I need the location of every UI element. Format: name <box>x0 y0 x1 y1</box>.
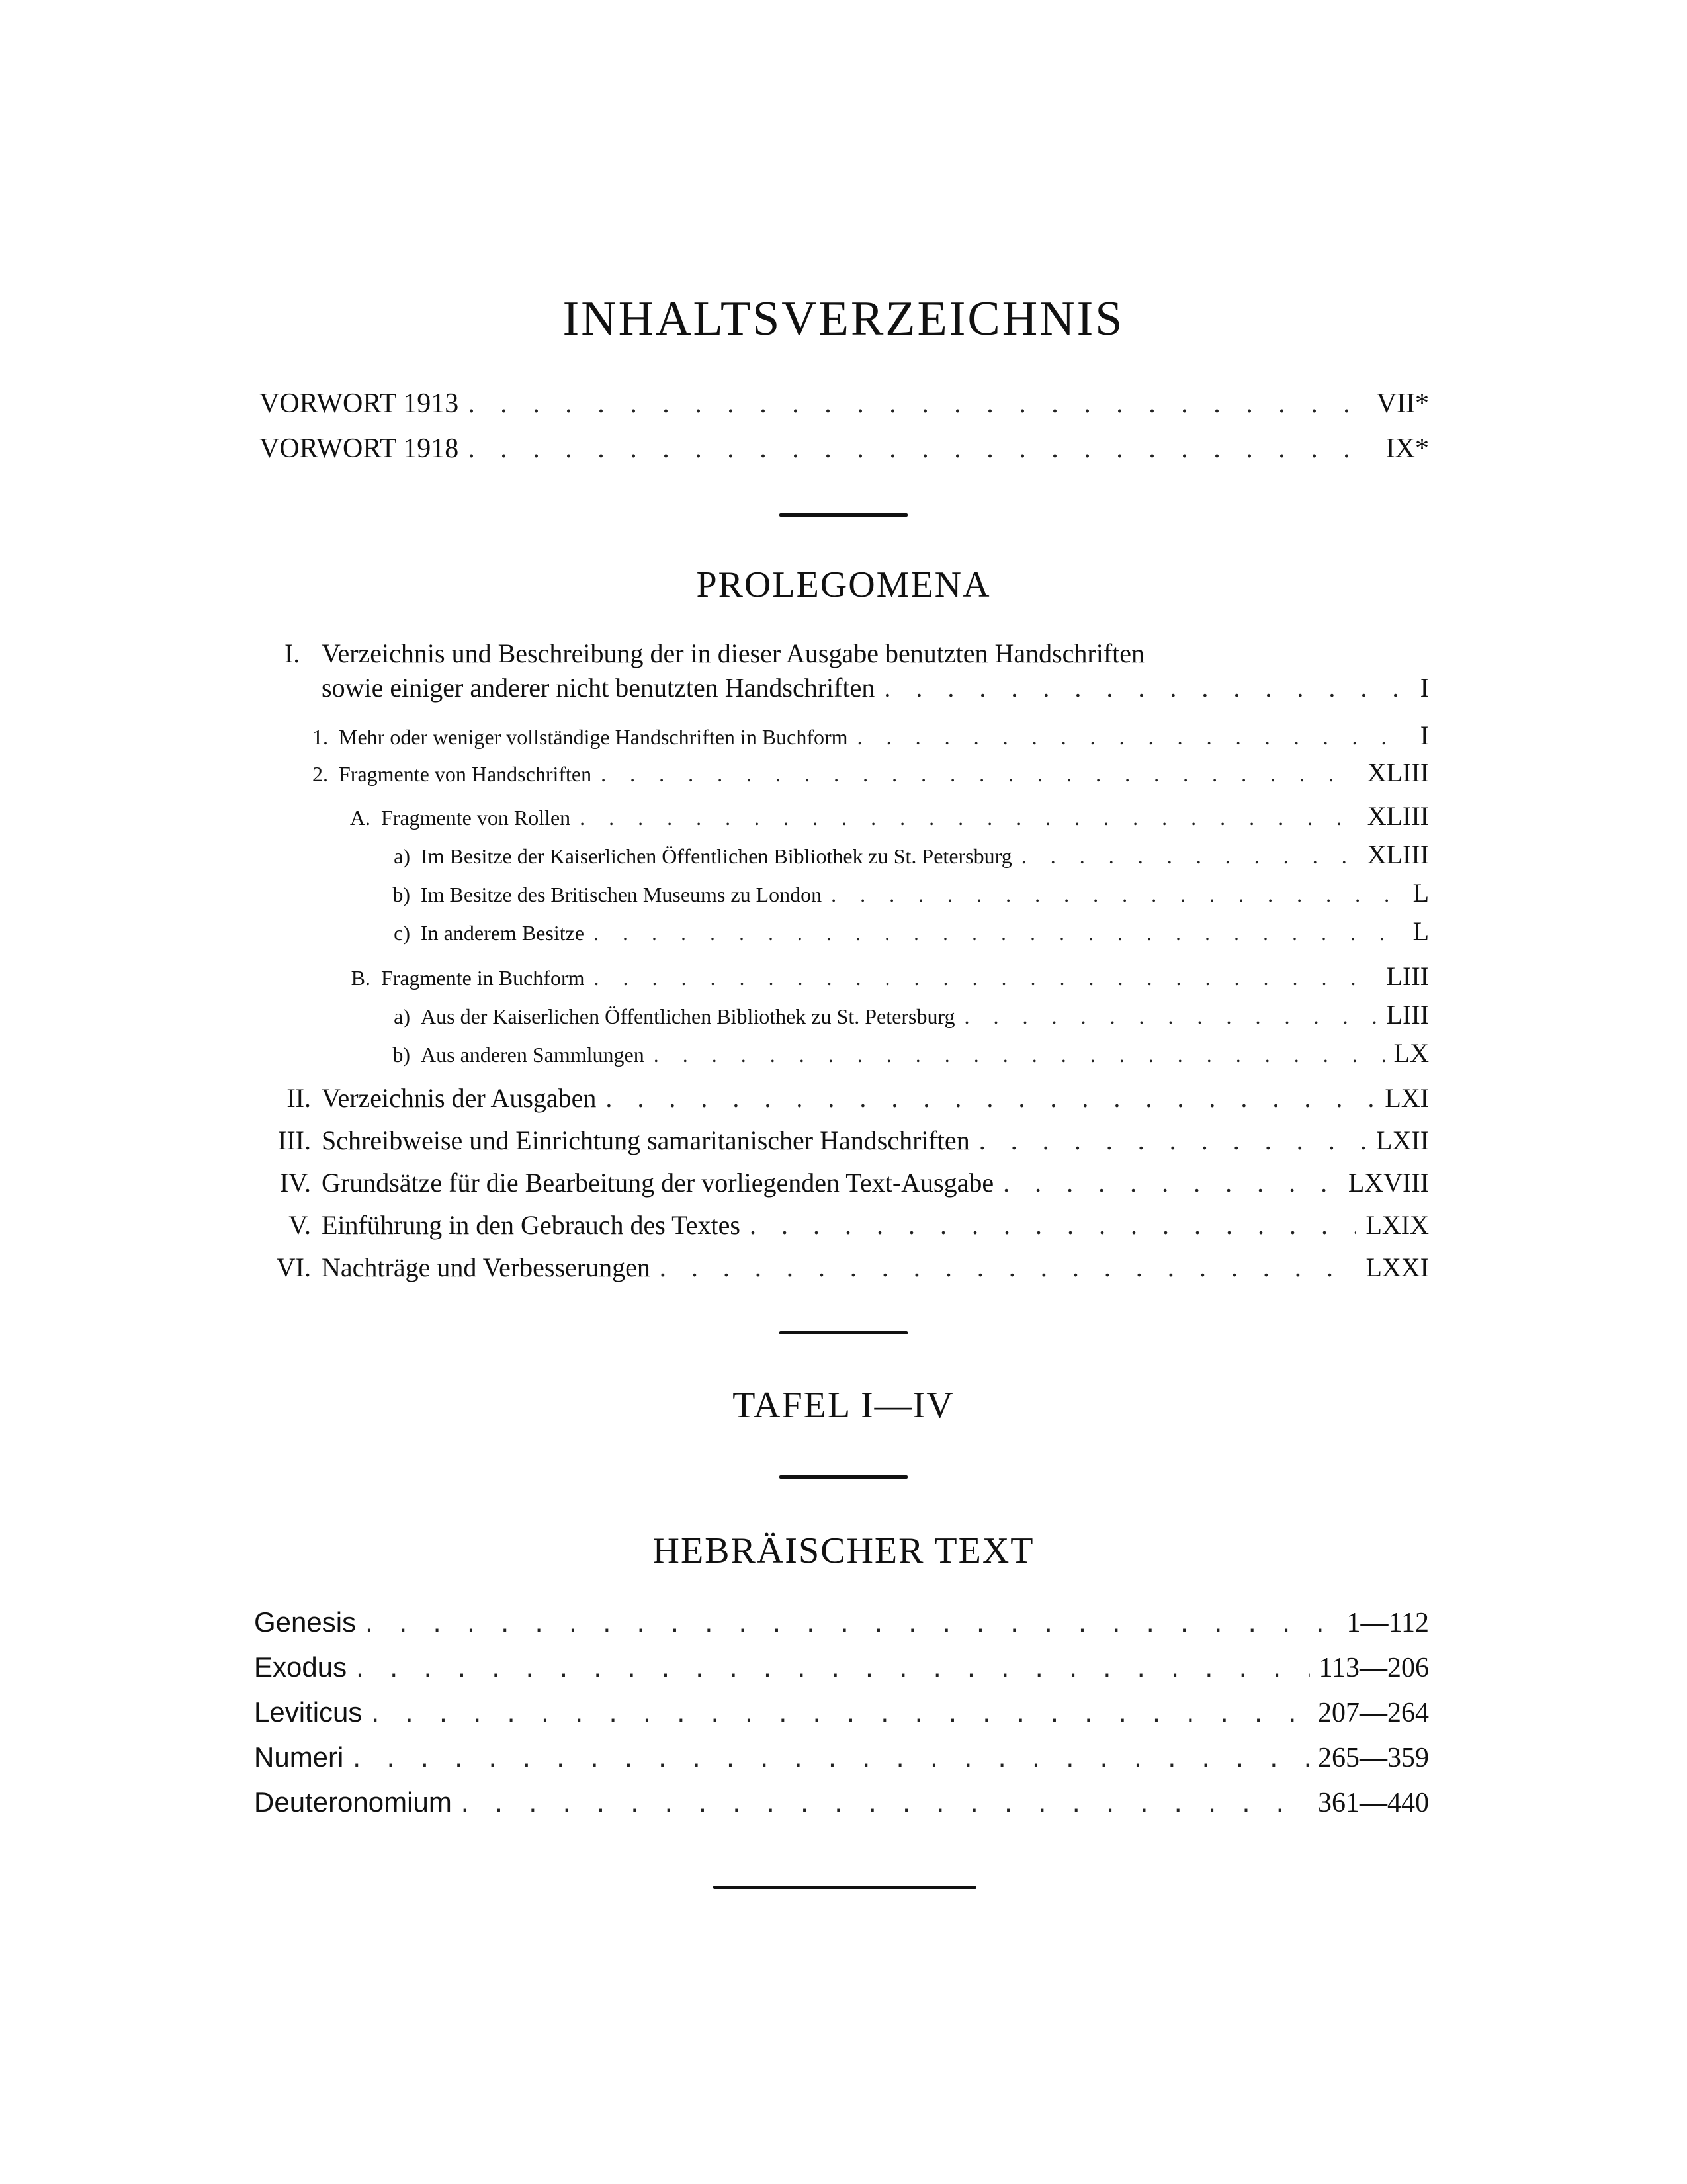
end-divider <box>713 1886 976 1889</box>
toc-entry-text: Grundsätze für die Bearbeitung der vorliegenden Text-Ausgabe <box>322 1168 994 1198</box>
toc-entry-page: 207—264 <box>1318 1698 1429 1728</box>
leader-dots <box>979 1125 1367 1156</box>
toc-entry-section-2 <box>255 1082 1429 1114</box>
toc-entry-page: I <box>1420 673 1429 703</box>
toc-entry-sub-2 <box>304 757 1429 788</box>
toc-entry-book-exodus <box>254 1651 1429 1684</box>
toc-entry-text: VORWORT 1913 <box>259 388 459 419</box>
toc-entry-page: LX <box>1393 1038 1429 1068</box>
toc-entry-page: LXI <box>1385 1083 1429 1113</box>
toc-entry-vorwort-1913 <box>259 388 1429 419</box>
toc-entry-page: LIII <box>1386 1000 1429 1029</box>
toc-entry-page: XLIII <box>1367 840 1429 869</box>
toc-entry-page: L <box>1412 916 1429 946</box>
toc-entry-vorwort-1918 <box>259 433 1429 464</box>
leader-dots <box>884 672 1410 703</box>
toc-entry-text: VORWORT 1918 <box>259 433 459 464</box>
toc-entry-text: Deuteronomium <box>254 1786 452 1817</box>
toc-entry-text: Exodus <box>254 1651 347 1682</box>
toc-entry-page: LXIX <box>1365 1210 1429 1240</box>
toc-entry-num: II. <box>286 1083 311 1113</box>
toc-entry-num: a) <box>394 1004 410 1028</box>
toc-entry-page: VII* <box>1376 388 1429 419</box>
leader-dots <box>750 1209 1357 1241</box>
toc-entry-num: c) <box>394 921 410 945</box>
toc-entry-text: Fragmente von Rollen <box>381 806 571 830</box>
leader-dots <box>580 806 1358 830</box>
toc-entry-page: LXII <box>1376 1125 1429 1155</box>
toc-entry-book-numeri <box>254 1741 1429 1774</box>
toc-entry-text: Einführung in den Gebrauch des Textes <box>322 1210 740 1240</box>
toc-entry-page: LXXI <box>1365 1252 1429 1282</box>
toc-entry-num: 1. <box>312 725 328 749</box>
toc-entry-text: Aus der Kaiserlichen Öffentlichen Bibliothek zu St. Petersburg <box>421 1004 955 1028</box>
toc-entry-num: a) <box>394 844 410 868</box>
toc-entry-page: 1—112 <box>1346 1608 1429 1638</box>
leader-dots <box>593 921 1404 945</box>
toc-entry-section-1-line1: Verzeichnis und Beschreibung der in dieser Ausgabe benutzten Handschriften <box>322 638 1145 668</box>
leader-dots <box>593 966 1377 990</box>
leader-dots <box>468 433 1376 464</box>
toc-entry-page: XLIII <box>1367 758 1429 787</box>
toc-entry-sub-B <box>344 961 1429 992</box>
section-title-tafel: TAFEL I—IV <box>732 1385 955 1426</box>
toc-entry-num: b) <box>392 1043 410 1067</box>
toc-entry-text: Genesis <box>254 1606 357 1638</box>
toc-entry-section-6 <box>255 1252 1429 1283</box>
toc-entry-text: Aus anderen Sammlungen <box>421 1043 644 1067</box>
toc-entry-num: IV. <box>279 1168 311 1198</box>
leader-dots <box>356 1651 1309 1683</box>
leader-dots <box>831 883 1403 907</box>
toc-entry-book-genesis <box>254 1606 1429 1639</box>
section-title-prolegomena: PROLEGOMENA <box>696 564 991 605</box>
leader-dots <box>1003 1167 1339 1198</box>
toc-entry-text: Im Besitze des Britischen Museums zu London <box>421 883 822 906</box>
toc-entry-book-deuteronomium <box>254 1786 1429 1819</box>
toc-entry-section-3 <box>255 1125 1429 1156</box>
toc-entry-num: 2. <box>312 762 328 786</box>
toc-entry-sub-1 <box>304 720 1429 751</box>
toc-entry-section-4 <box>255 1167 1429 1198</box>
toc-entry-sub-A-c <box>384 916 1429 947</box>
toc-entry-page: LXVIII <box>1348 1168 1429 1198</box>
toc-entry-num: III. <box>278 1125 311 1155</box>
toc-entry-book-leviticus <box>254 1696 1429 1729</box>
toc-entry-sub-B-a <box>384 999 1429 1030</box>
leader-dots <box>660 1252 1357 1283</box>
toc-entry-num: b) <box>392 883 410 906</box>
toc-entry-sub-A <box>344 801 1429 832</box>
toc-entry-sub-A-a <box>384 839 1429 870</box>
toc-entry-num: B. <box>351 966 370 990</box>
leader-dots <box>365 1606 1337 1638</box>
toc-entry-text: Mehr oder weniger vollständige Handschriften in Buchform <box>339 725 848 749</box>
leader-dots <box>965 1004 1377 1029</box>
toc-entry-page: I <box>1420 721 1429 750</box>
section-divider <box>779 513 908 517</box>
toc-entry-sub-B-b <box>384 1037 1429 1069</box>
leader-dots <box>371 1696 1309 1728</box>
page-title: INHALTSVERZEICHNIS <box>562 292 1125 346</box>
toc-entry-section-1-num: I. <box>284 638 300 668</box>
leader-dots <box>468 388 1367 419</box>
toc-entry-text: Verzeichnis der Ausgaben <box>322 1083 597 1113</box>
toc-entry-num: V. <box>288 1210 311 1240</box>
leader-dots <box>353 1741 1309 1773</box>
toc-entry-num: A. <box>349 806 370 830</box>
toc-entry-page: 113—206 <box>1319 1653 1429 1683</box>
toc-entry-page: L <box>1412 878 1429 908</box>
toc-entry-text: Schreibweise und Einrichtung samaritanischer Handschriften <box>322 1125 970 1155</box>
toc-entry-text: In anderem Besitze <box>421 921 584 945</box>
leader-dots <box>1021 844 1358 869</box>
toc-entry-text: Numeri <box>254 1741 344 1772</box>
toc-entry-text: Nachträge und Verbesserungen <box>322 1252 650 1282</box>
section-title-hebraeischer-text: HEBRÄISCHER TEXT <box>652 1530 1035 1571</box>
toc-entry-text: sowie einiger anderer nicht benutzten Handschriften <box>322 673 875 703</box>
section-divider <box>779 1331 908 1334</box>
toc-entry-section-1 <box>322 672 1429 703</box>
leader-dots <box>461 1786 1309 1818</box>
toc-entry-page: LIII <box>1386 961 1429 991</box>
toc-entry-page: XLIII <box>1367 801 1429 831</box>
toc-entry-page: 265—359 <box>1318 1743 1429 1773</box>
section-divider <box>779 1475 908 1479</box>
toc-entry-text: Fragmente von Handschriften <box>339 762 592 786</box>
toc-entry-page: IX* <box>1385 433 1429 464</box>
toc-entry-page: 361—440 <box>1318 1788 1429 1818</box>
leader-dots <box>601 762 1358 787</box>
leader-dots <box>857 725 1411 750</box>
toc-entry-text: Leviticus <box>254 1696 363 1727</box>
toc-entry-num: VI. <box>276 1252 311 1282</box>
toc-entry-text: Fragmente in Buchform <box>381 966 585 990</box>
toc-entry-section-5 <box>255 1209 1429 1241</box>
leader-dots <box>654 1043 1385 1067</box>
toc-entry-text: Im Besitze der Kaiserlichen Öffentlichen Bibliothek zu St. Petersburg <box>421 844 1012 868</box>
leader-dots <box>605 1082 1375 1114</box>
toc-entry-sub-A-b <box>384 877 1429 908</box>
